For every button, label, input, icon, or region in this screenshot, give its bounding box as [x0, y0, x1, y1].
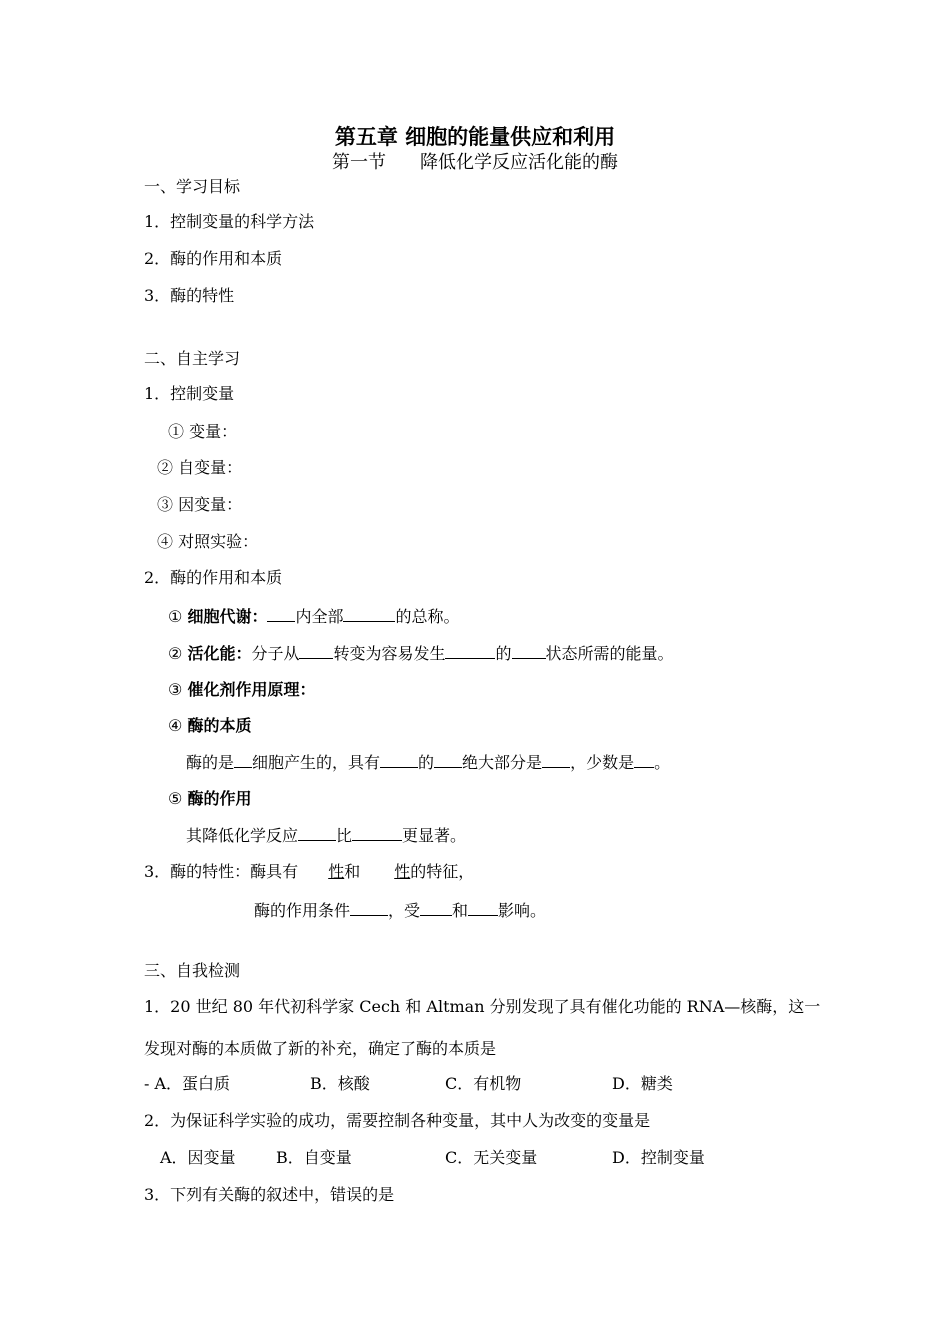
q3-enzyme-properties — [144, 862, 474, 882]
item-text: 状态所需的能量。 — [545, 644, 674, 663]
underlined-blank[interactable]: 性 — [394, 862, 411, 881]
section-subtitle — [0, 152, 950, 174]
q1-label: 1．控制变量 — [144, 384, 235, 403]
quiz-q1-option-d[interactable]: D．糖类 — [612, 1074, 673, 1093]
fill-blank[interactable] — [267, 606, 295, 622]
quiz-q2-option-b[interactable]: B．自变量 — [276, 1148, 352, 1167]
fill-blank[interactable] — [542, 752, 570, 768]
goal-item: 1．控制变量的科学方法 — [144, 212, 315, 231]
quiz-q2-option-a[interactable]: A．因变量 — [160, 1148, 236, 1167]
quiz-q2-option-d[interactable]: D．控制变量 — [612, 1148, 705, 1167]
item-text: ，受 — [388, 901, 421, 920]
q1-item-independent: ② 自变量： — [157, 458, 243, 477]
item-bold-label: 酶的本质 — [187, 716, 252, 735]
item-text: 影响。 — [498, 901, 547, 920]
fill-blank[interactable] — [380, 752, 418, 768]
goal-item: 2．酶的作用和本质 — [144, 249, 283, 268]
item-text: 3．酶的特性：酶具有 — [144, 862, 299, 881]
item-bold-label: 细胞代谢： — [187, 607, 268, 626]
item-number: ⑤ — [168, 789, 183, 808]
quiz-q1-option-a[interactable]: - A．蛋白质 — [144, 1074, 231, 1093]
q2-label: 2．酶的作用和本质 — [144, 568, 283, 587]
fill-blank[interactable] — [445, 643, 495, 659]
item-text: 酶的是 — [186, 753, 235, 772]
q2-item-catalyst — [168, 680, 315, 700]
goal-item: 3．酶的特性 — [144, 286, 235, 305]
chapter-title: 第五章 细胞的能量供应和利用 — [334, 124, 616, 149]
q2-item-enzyme-nature — [168, 716, 251, 736]
fill-blank[interactable] — [350, 900, 388, 916]
item-number: ① — [168, 607, 183, 626]
fill-blank[interactable] — [512, 643, 546, 659]
item-number: ② — [168, 644, 183, 663]
item-text: 比 — [336, 826, 353, 845]
item-text: 细胞产生的，具有 — [252, 753, 381, 772]
fill-blank[interactable] — [434, 752, 462, 768]
subtitle-section-number: 第一节 — [332, 152, 386, 173]
item-text: 其降低化学反应 — [186, 826, 299, 845]
enzyme-function-text — [186, 825, 466, 846]
item-bold-label: 催化剂作用原理： — [187, 680, 316, 699]
fill-blank[interactable] — [420, 900, 452, 916]
enzyme-nature-text — [186, 752, 670, 773]
fill-blank[interactable] — [352, 825, 402, 841]
q3-enzyme-conditions — [254, 900, 546, 921]
item-text: 绝大部分是 — [462, 753, 543, 772]
item-text: ，少数是 — [570, 753, 635, 772]
item-text: 的特征， — [410, 862, 475, 881]
fill-blank[interactable] — [343, 606, 395, 622]
item-text: 和 — [452, 901, 469, 920]
quiz-q1-option-b[interactable]: B．核酸 — [310, 1074, 370, 1093]
item-text: 和 — [344, 862, 361, 881]
fill-blank[interactable] — [234, 752, 252, 768]
item-text: 。 — [654, 753, 671, 772]
fill-blank[interactable] — [634, 752, 654, 768]
fill-blank[interactable] — [298, 825, 336, 841]
section2-heading: 二、自主学习 — [144, 349, 241, 368]
section1-heading: 一、学习目标 — [144, 177, 241, 196]
underlined-blank[interactable]: 性 — [328, 862, 345, 881]
item-number: ③ — [168, 680, 183, 699]
q2-item-enzyme-function — [168, 789, 251, 809]
item-text: 分子从 — [251, 644, 300, 663]
item-text: 酶的作用条件 — [254, 901, 351, 920]
item-text: 转变为容易发生 — [333, 644, 446, 663]
subtitle-section-name: 降低化学反应活化能的酶 — [420, 152, 618, 173]
quiz-q1-line2: 发现对酶的本质做了新的补充，确定了酶的本质是 — [144, 1039, 497, 1058]
item-text: 内全部 — [295, 607, 344, 626]
item-text: 的 — [495, 644, 512, 663]
quiz-q1-line1: 1．20 世纪 80 年代初科学家 Cech 和 Altman 分别发现了具有催化功能的 RNA—核酶，这一 — [144, 997, 821, 1016]
item-bold-label: 酶的作用 — [187, 789, 252, 808]
quiz-q2-option-c[interactable]: C．无关变量 — [445, 1148, 538, 1167]
q1-item-dependent: ③ 因变量： — [157, 495, 243, 514]
item-text: 更显著。 — [402, 826, 467, 845]
fill-blank[interactable] — [468, 900, 498, 916]
item-bold-label: 活化能： — [187, 644, 252, 663]
q1-item-control: ④ 对照实验： — [157, 532, 259, 551]
quiz-q1-option-c[interactable]: C．有机物 — [445, 1074, 522, 1093]
quiz-q2: 2．为保证科学实验的成功，需要控制各种变量，其中人为改变的变量是 — [144, 1111, 651, 1130]
q2-item-activation-energy — [168, 643, 674, 664]
item-number: ④ — [168, 716, 183, 735]
q1-item-variable: ① 变量： — [168, 422, 238, 441]
item-text: 的 — [418, 753, 435, 772]
q2-item-metabolism — [168, 606, 459, 627]
quiz-q3: 3．下列有关酶的叙述中，错误的是 — [144, 1185, 395, 1204]
fill-blank[interactable] — [299, 643, 333, 659]
section3-heading: 三、自我检测 — [144, 961, 241, 980]
item-text: 的总称。 — [395, 607, 460, 626]
